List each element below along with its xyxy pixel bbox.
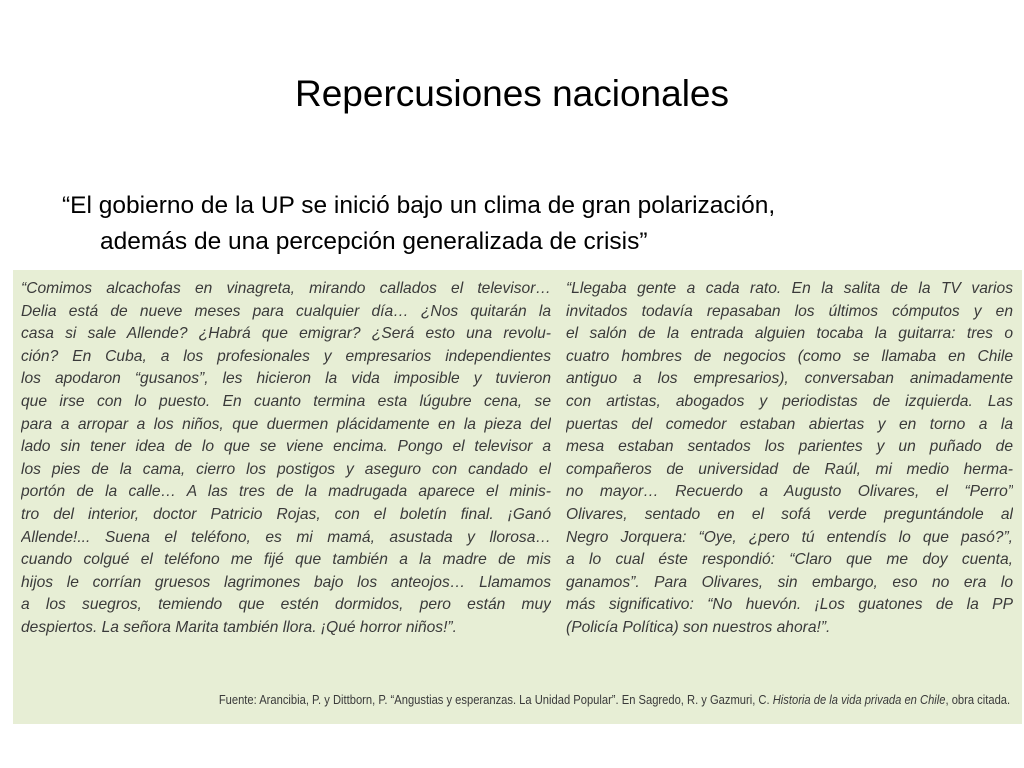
quote-left-line: casa si sale Allende? ¿Habrá que emigrar? ¿Será esto una revolu- <box>21 325 551 343</box>
quote-left-line: tro del interior, doctor Patricio Rojas, con el boletín final. ¡Ganó <box>21 505 551 523</box>
source-prefix: Fuente: Arancibia, P. y Dittborn, P. “Angustias y esperanzas. La Unidad Popular”. En Sagredo, R. y Gazmuri, C. <box>218 692 773 707</box>
quote-left-line: Delia está de nueve meses para cualquier día… ¿Nos quitarán la <box>21 302 551 320</box>
quote-left-line: hijos le corrían gruesos lagrimones bajo los anteojos… Llamamos <box>21 573 551 591</box>
quote-left-line: que irse con lo puesto. En cuanto termina esta lúgubre cena, se <box>21 392 551 410</box>
quote-left-line: ción? En Cuba, a los profesionales y empresarios independientes <box>21 347 551 365</box>
quote-right-line: ganamos”. Para Olivares, sin embargo, eso no era lo <box>566 573 1013 591</box>
quote-right-line: no mayor… Recuerdo a Augusto Olivares, el “Perro” <box>566 483 1013 501</box>
quote-right-line: puertas del comedor estaban abiertas y en torno a la <box>566 415 1013 433</box>
source-book-title: Historia de la vida privada en Chile <box>772 692 946 707</box>
quote-right-line: con artistas, abogados y periodistas de izquierda. Las <box>566 392 1013 410</box>
quote-left-line: los pies de la cama, cierro los postigos y aseguro con candado el <box>21 460 551 478</box>
quote-right-line: a lo cual éste respondió: “Claro que me doy cuenta, <box>566 551 1013 569</box>
quote-right-line: mesa estaban sentados los parientes y un puñado de <box>566 438 1013 456</box>
quote-right-line: cuatro hombres de negocios (como se llamaba en Chile <box>566 347 1013 365</box>
quote-left-line: para a arropar a los niños, que duermen plácidamente en la pieza del <box>21 415 551 433</box>
quote-right-line: antiguo a los empresarios), conversaban animadamente <box>566 370 1013 388</box>
quote-right-line: Olivares, sentado en el sofá verde preguntándole al <box>566 505 1013 523</box>
quote-right-line: invitados todavía repasaban los últimos cómputos y en <box>566 302 1013 320</box>
source-suffix: , obra citada. <box>945 692 1010 707</box>
quote-right-line: compañeros de universidad de Raúl, mi medio herma- <box>566 460 1013 478</box>
quote-left-line: portón de la calle… A las tres de la madrugada aparece el minis- <box>21 483 551 501</box>
quote-right-line: más significativo: “No huevón. ¡Los guatones de la PP <box>566 596 1013 614</box>
quote-right-line: Negro Jorquera: “Oye, ¿pero tú entendís lo que pasó?”, <box>566 528 1013 546</box>
quote-right-column <box>566 278 1013 640</box>
quote-left-line: lado sin tener idea de lo que se viene encima. Pongo el televisor a <box>21 438 551 456</box>
quote-right-line: (Policía Política) son nuestros ahora!”. <box>566 618 831 636</box>
quote-left-line: Allende!... Suena el teléfono, es mi mamá, asustada y llorosa… <box>21 528 551 546</box>
quote-box <box>13 270 1022 724</box>
slide-subtitle <box>62 188 992 260</box>
quote-left-column <box>21 278 551 640</box>
source-citation <box>219 692 1010 707</box>
subtitle-line-2: además de una percepción generalizada de crisis” <box>100 228 648 255</box>
quote-left-line: los apodaron “gusanos”, les hicieron la vida imposible y tuvieron <box>21 370 551 388</box>
quote-left-line: a los suegros, temiendo que estén dormidos, pero están muy <box>21 596 551 614</box>
quote-left-line: despiertos. La señora Marita también llora. ¡Qué horror niños!”. <box>21 618 457 636</box>
quote-left-line: “Comimos alcachofas en vinagreta, mirando callados el televisor… <box>21 280 551 297</box>
slide-title: Repercusiones nacionales <box>295 73 729 114</box>
quote-right-line: “Llegaba gente a cada rato. En la salita de la TV varios <box>566 280 1013 297</box>
quote-right-line: el salón de la entrada alguien tocaba la guitarra: tres o <box>566 325 1013 343</box>
subtitle-line-1: “El gobierno de la UP se inició bajo un clima de gran polarización, <box>62 192 776 219</box>
quote-left-line: cuando colgué el teléfono me fijé que también a la madre de mis <box>21 551 551 569</box>
